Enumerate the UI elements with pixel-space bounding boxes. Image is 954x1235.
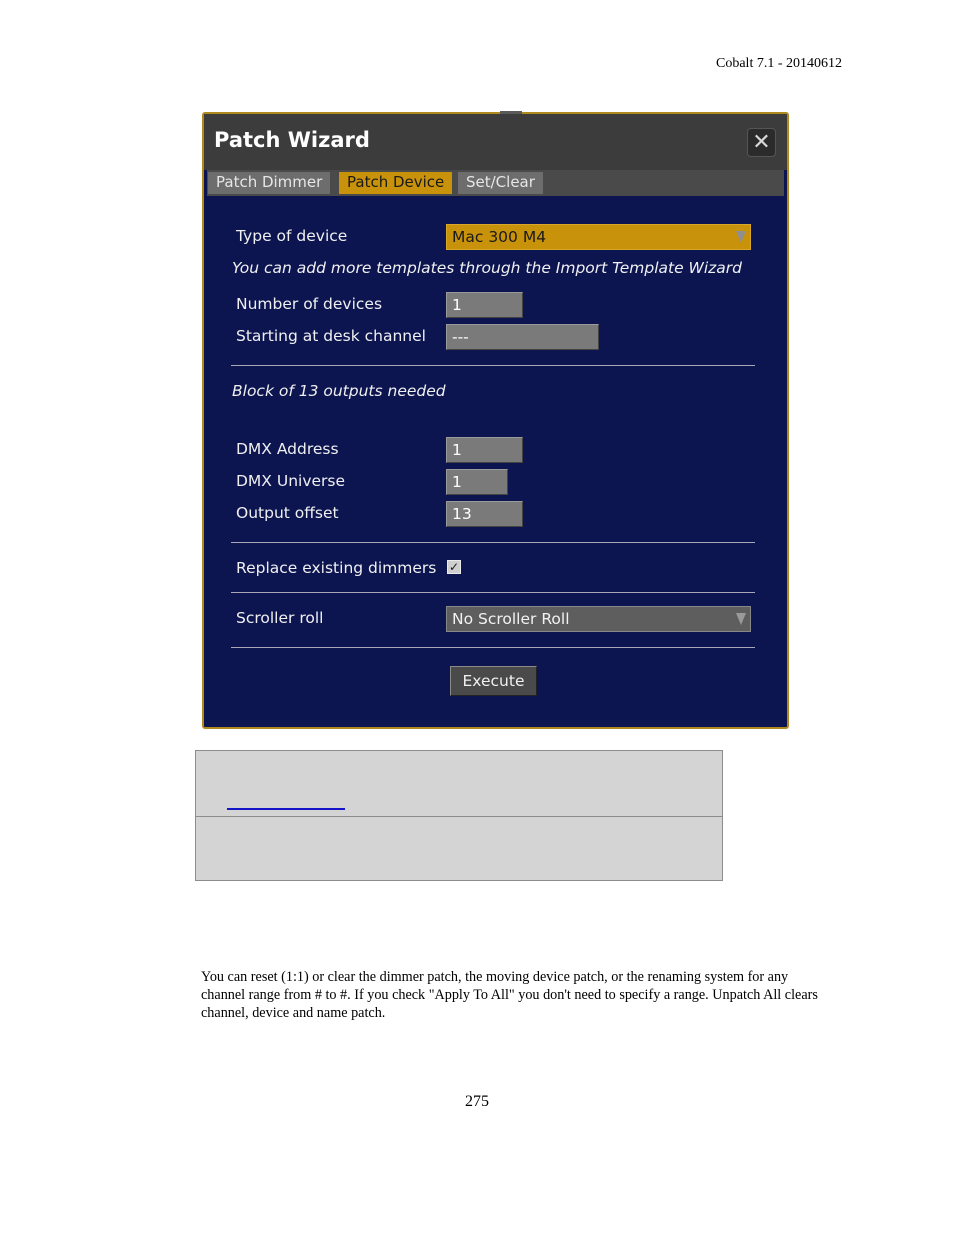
body-paragraph: You can reset (1:1) or clear the dimmer patch, the moving device patch, or the renaming system for any channel range from # to #. If you check "Apply To All" you don't need to specify a range. Unpatch All clears channel, device and name patch.: [201, 969, 818, 1021]
output-offset-label: Output offset: [236, 504, 339, 522]
dmx-universe-input[interactable]: 1: [446, 469, 508, 495]
dropdown-arrow-icon: [736, 231, 746, 243]
scroller-roll-label: Scroller roll: [236, 609, 324, 627]
starting-channel-label: Starting at desk channel: [236, 327, 426, 345]
checkmark-icon: ✓: [448, 560, 460, 574]
tab-set-clear[interactable]: Set/Clear: [458, 172, 543, 194]
divider: [231, 592, 755, 593]
window-title: Patch Wizard: [214, 128, 370, 152]
number-of-devices-label: Number of devices: [236, 295, 383, 313]
divider: [231, 647, 755, 648]
divider: [231, 542, 755, 543]
output-offset-input[interactable]: 13: [446, 501, 523, 527]
info-box: [195, 750, 723, 881]
document-version: Cobalt 7.1 - 20140612: [716, 56, 842, 71]
replace-existing-checkbox[interactable]: [447, 560, 461, 574]
dmx-address-label: DMX Address: [236, 440, 339, 458]
dropdown-arrow-icon: [736, 613, 746, 625]
block-note: Block of 13 outputs needed: [232, 382, 446, 400]
close-icon: ✕: [752, 129, 771, 155]
tab-bar: [207, 170, 784, 196]
dmx-address-input[interactable]: 1: [446, 437, 523, 463]
hyperlink-underline[interactable]: [227, 808, 345, 810]
scroller-roll-value: No Scroller Roll: [452, 610, 570, 628]
tab-patch-device[interactable]: Patch Device: [339, 172, 452, 194]
starting-channel-input[interactable]: ---: [446, 324, 599, 350]
replace-existing-label: Replace existing dimmers: [236, 559, 437, 577]
type-of-device-select[interactable]: [446, 224, 751, 250]
template-note: You can add more templates through the Import Template Wizard: [232, 259, 743, 277]
patch-wizard-window: [202, 112, 789, 729]
divider: [231, 365, 755, 366]
type-of-device-value: Mac 300 M4: [452, 228, 547, 246]
page-number: 275: [465, 1093, 489, 1110]
type-of-device-label: Type of device: [236, 227, 348, 245]
execute-button[interactable]: Execute: [450, 666, 537, 696]
number-of-devices-input[interactable]: 1: [446, 292, 523, 318]
info-box-row: [196, 816, 722, 880]
scroller-roll-select[interactable]: [446, 606, 751, 632]
tab-patch-dimmer[interactable]: Patch Dimmer: [208, 172, 330, 194]
title-bar: [204, 114, 787, 170]
close-button[interactable]: [747, 128, 776, 157]
dmx-universe-label: DMX Universe: [236, 472, 346, 490]
